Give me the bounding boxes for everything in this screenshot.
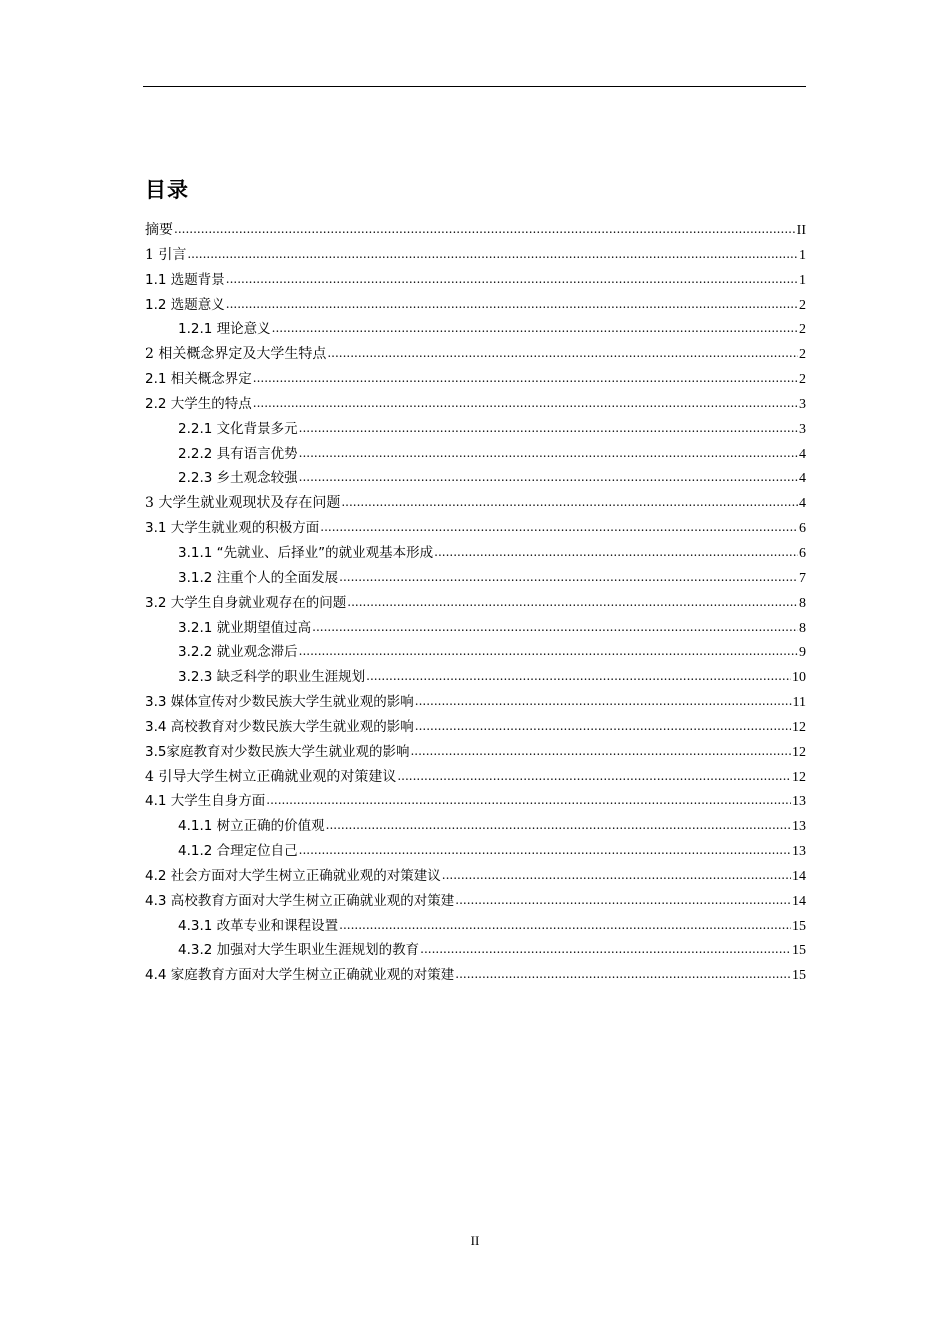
toc-entry[interactable] xyxy=(145,541,806,566)
toc-entry[interactable] xyxy=(145,367,806,392)
toc-dot-leader xyxy=(253,366,798,391)
toc-dot-leader xyxy=(312,615,798,640)
toc-entry-page: 15 xyxy=(792,943,806,959)
toc-entry-page: 7 xyxy=(799,570,806,586)
toc-entry-page: 12 xyxy=(792,769,806,785)
toc-entry-label: 4 引导大学生树立正确就业观的对策建议 xyxy=(145,768,397,785)
toc-entry-page: 2 xyxy=(799,322,806,338)
toc-entry-page: 15 xyxy=(792,918,806,934)
toc-dot-leader xyxy=(226,292,798,317)
toc-entry-label: 4.3.2 加强对大学生职业生涯规划的教育 xyxy=(178,942,420,959)
toc-dot-leader xyxy=(410,739,791,764)
toc-dot-leader xyxy=(455,962,791,987)
toc-entry-page: 4 xyxy=(799,446,806,462)
toc-entry-page: 2 xyxy=(799,297,806,313)
toc-entry-page: 15 xyxy=(792,968,806,984)
toc-entry[interactable] xyxy=(145,392,806,417)
toc-entry-page: 14 xyxy=(792,893,806,909)
toc-title: 目录 xyxy=(145,178,189,202)
toc-entry[interactable] xyxy=(145,914,806,939)
toc-dot-leader xyxy=(320,515,798,540)
toc-entry-page: 14 xyxy=(792,868,806,884)
toc-dot-leader xyxy=(327,341,798,366)
toc-entry-page: 2 xyxy=(799,372,806,388)
toc-entry-label: 2 相关概念界定及大学生特点 xyxy=(145,346,327,363)
toc-entry-page: 1 xyxy=(799,272,806,288)
toc-entry[interactable] xyxy=(145,765,806,790)
toc-entry-label: 4.1.1 树立正确的价值观 xyxy=(178,818,325,835)
toc-entry[interactable] xyxy=(145,864,806,889)
toc-dot-leader xyxy=(434,540,798,565)
toc-entry-label: 4.3 高校教育方面对大学生树立正确就业观的对策建 xyxy=(145,892,455,909)
toc-entry-label: 摘要 xyxy=(145,222,173,238)
toc-entry-page: 12 xyxy=(792,744,806,760)
toc-entry-page: 13 xyxy=(792,819,806,835)
toc-dot-leader xyxy=(341,490,798,515)
toc-entry-page: 8 xyxy=(799,595,806,611)
toc-entry[interactable] xyxy=(145,466,806,491)
toc-entry-label: 4.1.2 合理定位自己 xyxy=(178,843,298,860)
toc-entry[interactable] xyxy=(145,640,806,665)
footer-page-number: II xyxy=(470,1233,480,1248)
toc-entry-label: 2.2.2 具有语言优势 xyxy=(178,445,298,462)
toc-entry[interactable] xyxy=(145,442,806,467)
toc-entry-label: 2.2 大学生的特点 xyxy=(145,395,252,412)
toc-dot-leader xyxy=(326,813,791,838)
toc-dot-leader xyxy=(226,267,798,292)
toc-entry-label: 3.3 媒体宣传对少数民族大学生就业观的影响 xyxy=(145,694,414,711)
toc-entry[interactable] xyxy=(145,342,806,367)
toc-dot-leader xyxy=(299,465,798,490)
toc-entry[interactable] xyxy=(145,839,806,864)
toc-entry-label: 2.2.1 文化背景多元 xyxy=(178,420,298,437)
toc-dot-leader xyxy=(415,689,792,714)
toc-dot-leader xyxy=(397,764,791,789)
toc-entry-page: 11 xyxy=(792,695,806,711)
toc-entry-label: 2.1 相关概念界定 xyxy=(145,371,252,388)
toc-entry[interactable] xyxy=(145,516,806,541)
toc-entry[interactable] xyxy=(145,938,806,963)
toc-entry[interactable] xyxy=(145,963,806,988)
toc-dot-leader xyxy=(415,714,791,739)
toc-entry-page: 10 xyxy=(792,670,806,686)
toc-entry[interactable] xyxy=(145,690,806,715)
toc-dot-leader xyxy=(299,441,798,466)
toc-entry-label: 3.1.2 注重个人的全面发展 xyxy=(178,569,339,586)
toc-entry[interactable] xyxy=(145,814,806,839)
toc-entry[interactable] xyxy=(145,616,806,641)
toc-entry-page: 6 xyxy=(799,545,806,561)
toc-dot-leader xyxy=(339,913,791,938)
toc-entry-page: 13 xyxy=(792,794,806,810)
toc-entry-page: 12 xyxy=(792,719,806,735)
toc-dot-leader xyxy=(299,416,798,441)
toc-entry-page: 4 xyxy=(799,496,806,512)
toc-entry[interactable] xyxy=(145,491,806,516)
toc-dot-leader xyxy=(299,639,798,664)
toc-entry-page: 1 xyxy=(799,247,806,263)
toc-entry[interactable] xyxy=(145,715,806,740)
toc-dot-leader xyxy=(266,788,791,813)
toc-dot-leader xyxy=(420,937,791,962)
header-rule xyxy=(143,86,806,87)
toc-dot-leader xyxy=(366,664,791,689)
toc-entry-label: 3.2.2 就业观念滞后 xyxy=(178,644,298,661)
toc-dot-leader xyxy=(455,888,791,913)
toc-entry-page: 13 xyxy=(792,844,806,860)
toc-entry-label: 3.5家庭教育对少数民族大学生就业观的影响 xyxy=(145,743,410,760)
toc-entry-label: 3 大学生就业观现状及存在问题 xyxy=(145,495,341,512)
toc-entry-page: 3 xyxy=(799,421,806,437)
toc-entry-label: 4.1 大学生自身方面 xyxy=(145,793,266,810)
toc-entry[interactable] xyxy=(145,293,806,318)
toc-entry-label: 3.1.1 “先就业、后择业”的就业观基本形成 xyxy=(178,544,434,561)
toc-entry[interactable] xyxy=(145,740,806,765)
toc-entry-label: 4.3.1 改革专业和课程设置 xyxy=(178,917,339,934)
toc-entry[interactable] xyxy=(145,243,806,268)
toc-entry-label: 3.1 大学生就业观的积极方面 xyxy=(145,520,320,537)
toc-entry[interactable] xyxy=(145,218,806,243)
toc-entry-label: 1.2.1 理论意义 xyxy=(178,321,271,338)
toc-entry-page: 6 xyxy=(799,521,806,537)
toc-entry-label: 1.2 选题意义 xyxy=(145,296,225,313)
toc-entry-label: 3.4 高校教育对少数民族大学生就业观的影响 xyxy=(145,718,414,735)
toc-dot-leader xyxy=(272,316,798,341)
toc-entry-label: 1.1 选题背景 xyxy=(145,271,225,288)
toc-entry-page: 4 xyxy=(799,471,806,487)
toc-entry[interactable] xyxy=(145,417,806,442)
toc-entry-page: 8 xyxy=(799,620,806,636)
toc-entry-page: II xyxy=(796,223,806,238)
toc-dot-leader xyxy=(347,590,798,615)
toc-entry-label: 4.4 家庭教育方面对大学生树立正确就业观的对策建 xyxy=(145,967,455,984)
toc-entry[interactable] xyxy=(145,665,806,690)
toc-entry-label: 4.2 社会方面对大学生树立正确就业观的对策建议 xyxy=(145,867,441,884)
toc-entry[interactable] xyxy=(145,889,806,914)
toc-entry-page: 9 xyxy=(799,645,806,661)
toc-dot-leader xyxy=(299,838,791,863)
toc-entry-label: 2.2.3 乡土观念较强 xyxy=(178,470,298,487)
table-of-contents xyxy=(145,218,806,988)
toc-entry[interactable] xyxy=(145,268,806,293)
toc-dot-leader xyxy=(442,863,791,888)
toc-entry-label: 1 引言 xyxy=(145,246,187,263)
toc-entry[interactable] xyxy=(145,789,806,814)
toc-dot-leader xyxy=(187,242,798,267)
toc-entry[interactable] xyxy=(145,566,806,591)
toc-entry[interactable] xyxy=(145,317,806,342)
toc-entry[interactable] xyxy=(145,591,806,616)
toc-entry-page: 2 xyxy=(799,347,806,363)
toc-entry-page: 3 xyxy=(799,396,806,412)
toc-entry-label: 3.2.3 缺乏科学的职业生涯规划 xyxy=(178,669,366,686)
toc-entry-label: 3.2 大学生自身就业观存在的问题 xyxy=(145,594,347,611)
toc-dot-leader xyxy=(339,565,798,590)
toc-dot-leader xyxy=(253,391,798,416)
toc-entry-label: 3.2.1 就业期望值过高 xyxy=(178,619,312,636)
toc-dot-leader xyxy=(174,217,796,242)
